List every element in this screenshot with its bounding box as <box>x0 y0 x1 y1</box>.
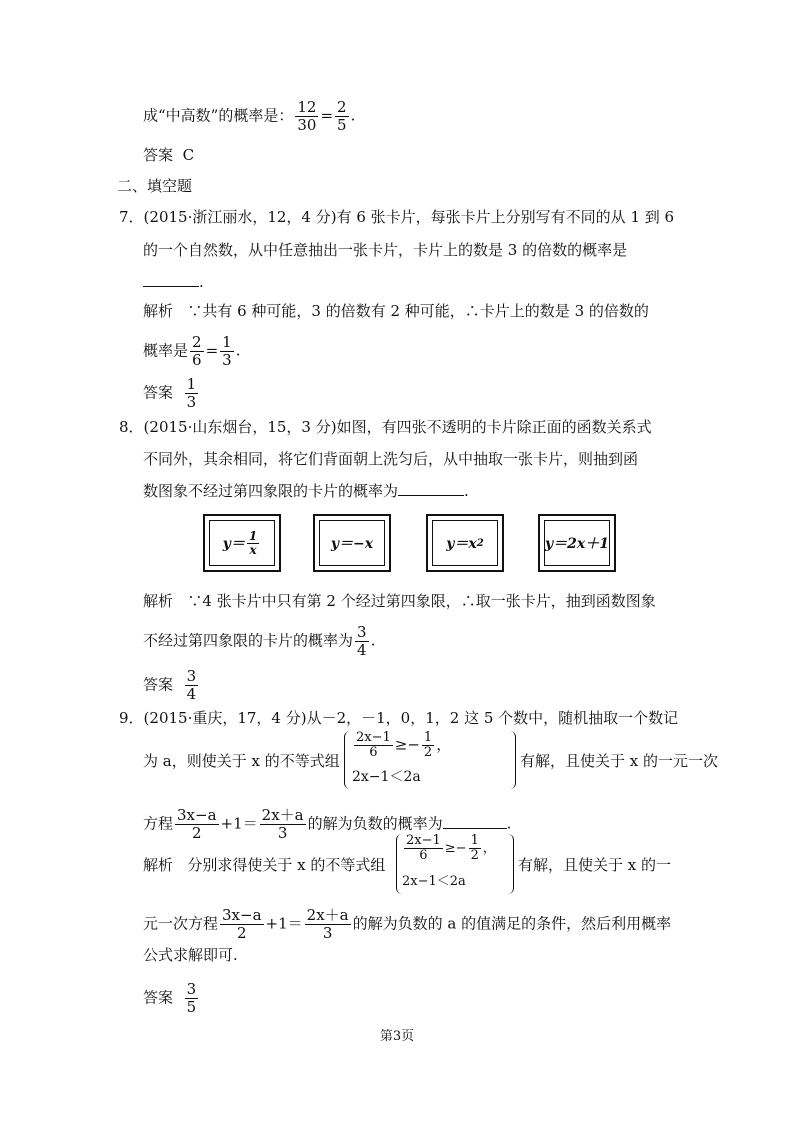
q9-analysis-line1-suffix: 有解，且使关于 x 的一 <box>518 856 671 874</box>
card-text: y＝x <box>446 536 477 552</box>
fraction-2-5: $\frac{2}{5}$ <box>337 98 347 134</box>
q8-line3 <box>143 481 469 501</box>
analysis-text: 的解为负数的 a 的值满足的条件，然后利用概率 <box>352 914 672 933</box>
period: . <box>199 273 204 291</box>
left-brace <box>344 731 351 789</box>
eq-middle: +1＝ <box>220 814 258 833</box>
eq-middle: +1＝ <box>265 914 303 933</box>
function-card-3 <box>426 514 504 572</box>
question-text: 的解为负数的概率为 <box>307 814 443 833</box>
inequality-2: 2x−1＜2a <box>352 769 421 785</box>
section-title: 二、填空题 <box>117 177 193 195</box>
q9-analysis-line3: 公式求解即可. <box>143 946 238 964</box>
answer-label: 答案 <box>143 675 174 694</box>
analysis-text: 不经过第四象限的卡片的概率为 <box>143 631 354 650</box>
eq-rhs-fraction: $\frac{2x+a}{3}$ <box>261 806 304 842</box>
period: . <box>506 814 512 833</box>
comma: ， <box>482 841 496 856</box>
comma: ， <box>436 735 452 754</box>
period: . <box>235 341 241 360</box>
function-card-4 <box>538 514 616 572</box>
q9-answer <box>143 981 200 1016</box>
q7-answer <box>143 376 200 411</box>
ineq-rhs-fraction: $\frac{1}{2}$ <box>470 833 479 863</box>
ineq-lhs-fraction: $\frac{2x-1}{6}$ <box>406 833 441 863</box>
period: . <box>350 106 356 125</box>
ineq-relation: ≥− <box>444 841 467 856</box>
period: . <box>464 482 469 500</box>
eq-lhs-fraction: $\frac{3x-a}{2}$ <box>177 806 217 842</box>
answer-blank <box>443 814 507 829</box>
equals-sign: = <box>320 106 334 125</box>
analysis-text: 元一次方程 <box>143 914 219 933</box>
period: . <box>370 631 376 650</box>
answer-label: 答案 <box>143 146 174 164</box>
answer-label: 答案 <box>143 988 174 1007</box>
q8-analysis-line1 <box>143 591 656 611</box>
q8-analysis-line2 <box>143 624 375 659</box>
function-card-1 <box>203 514 281 572</box>
question-text: 数图象不经过第四象限的卡片的概率为 <box>143 482 399 500</box>
inequality-system-2 <box>396 834 514 894</box>
ineq-lhs-fraction: $\frac{2x-1}{6}$ <box>356 730 391 760</box>
card-text: y＝ <box>222 536 245 552</box>
answer-blank <box>398 481 464 496</box>
q8-answer <box>143 668 200 703</box>
analysis-text: 概率是 <box>143 341 189 360</box>
answer-value: C <box>182 146 195 164</box>
eq-rhs-fraction: $\frac{2x+a}{3}$ <box>306 906 349 942</box>
answer-blank <box>143 272 199 287</box>
fraction-12-30: $\frac{12}{30}$ <box>297 98 317 134</box>
analysis-label: 解析 <box>143 856 174 874</box>
analysis-text: 分别求得使关于 x 的不等式组 <box>187 856 386 874</box>
answer-fraction: $\frac{1}{3}$ <box>186 375 197 411</box>
right-brace <box>507 834 514 894</box>
fraction-1-3: $\frac{1}{3}$ <box>222 333 232 369</box>
card-superscript: 2 <box>476 537 484 549</box>
answer-label: 答案 <box>143 383 174 402</box>
q7-analysis-line2 <box>143 334 240 369</box>
inequality-1 <box>352 731 451 760</box>
analysis-text: ∵共有 6 种可能，3 的倍数有 2 种可能，∴卡片上的数是 3 的倍数的 <box>187 302 649 320</box>
q7-line1: 7．(2015·浙江丽水，12，4 分)有 6 张卡片，每张卡片上分别写有不同的从 1 到 6 <box>119 208 675 226</box>
q7-line3 <box>143 272 204 292</box>
answer-fraction: $\frac{3}{5}$ <box>186 980 197 1016</box>
question-text: 方程 <box>143 814 174 833</box>
analysis-label: 解析 <box>143 302 174 320</box>
q9-line2-suffix: 有解，且使关于 x 的一元一次 <box>520 752 718 770</box>
eq-lhs-fraction: $\frac{3x-a}{2}$ <box>222 906 262 942</box>
right-brace <box>509 731 516 789</box>
fraction-3-4: $\frac{3}{4}$ <box>357 623 367 659</box>
ineq-relation: ≥− <box>394 735 420 754</box>
inequality-1 <box>402 834 496 863</box>
top-answer <box>143 145 194 165</box>
q8-line1: 8．(2015·山东烟台，15，3 分)如图，有四张不透明的卡片除正面的函数关系式 <box>119 418 652 436</box>
top-prefix: 成“中高数”的概率是： <box>143 106 294 125</box>
analysis-label: 解析 <box>143 592 174 610</box>
top-line <box>143 99 355 134</box>
q9-analysis-line1-prefix <box>143 855 385 875</box>
card-text: y＝−x <box>330 536 374 552</box>
inequality-2: 2x−1＜2a <box>402 874 466 889</box>
card-fraction: $\frac{1}{x}$ <box>248 528 258 557</box>
q9-line2-prefix: 为 a，则使关于 x 的不等式组 <box>143 752 340 770</box>
equals-sign: = <box>205 341 219 360</box>
q9-analysis-line2 <box>143 907 671 942</box>
answer-fraction: $\frac{3}{4}$ <box>186 667 197 703</box>
fraction-2-6: $\frac{2}{6}$ <box>192 333 202 369</box>
card-text: y＝2x＋1 <box>545 536 609 552</box>
page-footer: 第3页 <box>379 1029 415 1044</box>
q9-line1: 9．(2015·重庆，17，4 分)从－2，－1，0，1，2 这 5 个数中，随机抽取一个数记 <box>119 709 679 727</box>
q8-line2: 不同外，其余相同，将它们背面朝上洗匀后，从中抽取一张卡片，则抽到函 <box>143 450 639 468</box>
function-card-2 <box>313 514 391 572</box>
inequality-system-1 <box>344 731 516 789</box>
analysis-text: ∵4 张卡片中只有第 2 个经过第四象限，∴取一张卡片，抽到函数图象 <box>187 592 656 610</box>
q7-analysis-line1 <box>143 301 649 321</box>
q7-line2: 的一个自然数，从中任意抽出一张卡片，卡片上的数是 3 的倍数的概率是 <box>143 241 628 259</box>
ineq-rhs-fraction: $\frac{1}{2}$ <box>423 730 433 760</box>
